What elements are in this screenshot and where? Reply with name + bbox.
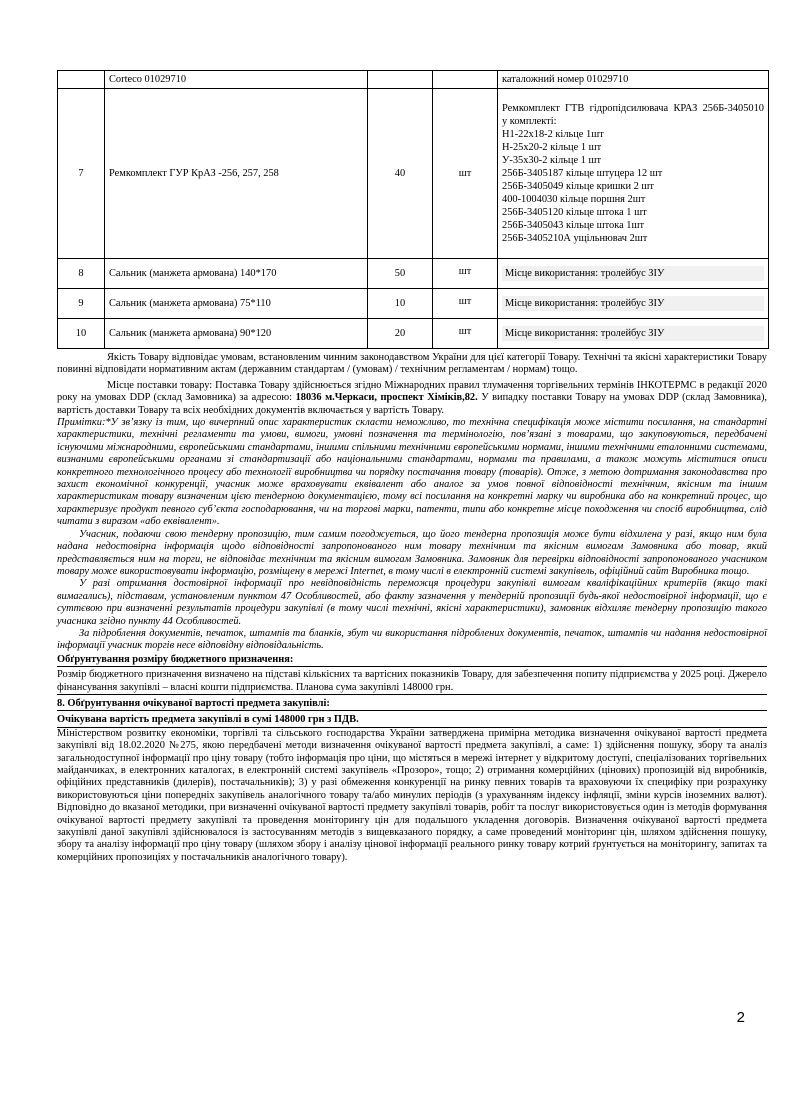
kit-line: 256Б-3405049 кільце кришки 2 шт — [502, 181, 654, 192]
section-8-subheading: Очікувана вартість предмета закупівлі в сумі 148000 грн з ПДВ. — [57, 712, 767, 727]
row-number-cell: 7 — [58, 89, 105, 259]
kit-line: 256Б-3405043 кільце штока 1шт — [502, 220, 645, 231]
unit-cell: шт — [433, 259, 498, 289]
budget-paragraph: Розмір бюджетного призначення визначено на підставі кількісних та вартісних показників Товару, для забезпечення попиту підприємства у 2025 році. Джерело фінансування закупівлі – власні кошти підприємства. Планова сума закупівлі 148000 грн. — [57, 667, 767, 695]
quantity-cell — [368, 71, 433, 89]
delivery-text: Місце поставки товару: Поставка Товару здійснюється згідно Міжнародних правил тлумачення торгівельних термінів ІНКОТЕРМС в редакції 2020 року на умовах DDP (склад Замовника) за адресою: — [57, 379, 767, 404]
kit-line: Н-25х20-2 кільце 1 шт — [502, 142, 602, 153]
table-row — [58, 89, 769, 259]
kit-line: 256Б-3405210А ущільнювач 2шт — [502, 233, 648, 244]
description-cell — [498, 259, 769, 289]
note-paragraph: Примітки:*У зв’язку із тим, що вичерпний опис характеристик скласти неможливо, то технічна специфікація може містити посилання, на стандартні характеристики, технічні регламенти та умови, вимоги, умовні позначення та термінологію, пов’язані з товарами, що закуповуються, передбачені існуючими міжнародними, європейськими стандартами, іншими спільними технічними європейськими нормами, іншими технічними еталонними системами, визнаними європейськими органами зі стандартизації або національними стандартами, нормами та правилами, а також можуть міститися описи конкретного технологічного процесу або технології виробництва чи порядку постачання товару (товарів). Отже, з метою дотримання законодавства про захист економічної конкуренції, учасник може враховувати еквівалент або аналог за умов повної відповідності технічним, якісним та іншим характеристикам товару визначеним цією тендерною документацією, тому всі посилання на конкретні марку чи виробника або на конкретний процес, що характеризує продукт певного суб’єкта господарювання, чи на торгові марки, патенти, типи або конкретне місце походження чи спосіб виробництва, слід читати з виразом «або еквівалент». — [57, 417, 767, 528]
kit-line: У-35х30-2 кільце 1 шт — [502, 155, 602, 166]
usage-place: Місце використання: тролейбус ЗІУ — [502, 296, 764, 311]
item-name-cell: Сальник (манжета армована) 90*120 — [105, 319, 368, 349]
usage-place: Місце використання: тролейбус ЗІУ — [502, 266, 764, 281]
note-paragraph: У разі отримання достовірної інформації про невідповідність переможця процедури закупівлі вимогам кваліфікаційних критеріїв (якщо такі вимагались), підставам, установленим пунктом 47 Особливостей, або факту зазначення у тендерній пропозиції будь-якої недостовірної інформації, що є суттєвою при визначенні результатів процедури закупівлі (в тому числі технічні, якісні характеристики), замовник відхиляє тендерну пропозицію такого учасника згідно пункту 44 Особливостей. — [57, 578, 767, 627]
unit-cell: шт — [433, 89, 498, 259]
document-page — [57, 70, 767, 864]
kit-line: 256Б-3405187 кільце штуцера 12 шт — [502, 168, 663, 179]
description-cell — [498, 289, 769, 319]
delivery-paragraph — [57, 380, 767, 417]
usage-place: Місце використання: тролейбус ЗІУ — [502, 326, 764, 341]
kit-line: у комплекті: — [502, 116, 557, 127]
budget-heading: Обґрунтування розміру бюджетного призначення: — [57, 654, 767, 667]
specification-table — [57, 70, 769, 349]
body-text — [57, 352, 767, 864]
quantity-cell: 50 — [368, 259, 433, 289]
row-number-cell — [58, 71, 105, 89]
kit-line: Н1-22х18-2 кільце 1шт — [502, 129, 604, 140]
quantity-cell: 10 — [368, 289, 433, 319]
row-number-cell: 10 — [58, 319, 105, 349]
table-row — [58, 71, 769, 89]
kit-title: Ремкомплект ГТВ гідропідсилювача КРАЗ 256Б-3405010 — [502, 103, 764, 114]
section-8-heading: 8. Обґрунтування очікуваної вартості предмета закупівлі: — [57, 696, 767, 711]
table-row — [58, 259, 769, 289]
row-number-cell: 8 — [58, 259, 105, 289]
section-8-paragraph: Міністерством розвитку економіки, торгівлі та сільського господарства України затверджена примірна методика визначення очікуваної вартості предмета закупівлі від 18.02.2020 №275, якою передбачені методи визначення очікуваної вартості предмета закупівлі, а саме: 1) здійснення пошуку, збору та аналіз загальнодоступної інформації про ціну товару (тобто інформація про ціни, що містяться в мережі інтернет у відкритому доступі, спеціалізованих торгівельних майданчиках, в електронних каталогах, в електронній системі закупівель «Прозоро», тощо; 2) отримання комерційних (цінових) пропозицій від виробників, офіційних представників (дилерів), постачальників); 3) у разі обмеження конкуренції на ринку певних товарів та враховуючи їх специфіку при розрахунку використовуються ціни попередніх закупівель аналогічного товару та/або минулих періодів (з урахуванням індексу інфляції, зміни курсів іноземних валют). Відповідно до вказаної методики, при визначенні очікуваної вартості предмету закупівлі товарів, робіт та послуг використовується один із методів формування очікуваної вартості предмету закупівлі та проведення моніторингу цін для подальшого укладення договорів. Визначення очікуваної вартості предмета закупівлі даної закупівлі здійснювалося із застосуванням методів з вищевказаного порядку, а саме проведений моніторинг цін, шляхом здійснення пошуку, збору та аналізу інформації про ціну товару (шляхом збору і аналізу цінової інформації реального ринку товару котрий ґрунтується на моніторингу, запитах та комерційних пропозиціях у постачальників аналогічного товару). — [57, 727, 767, 863]
description-cell: каталожний номер 01029710 — [498, 71, 769, 89]
unit-cell: шт — [433, 289, 498, 319]
item-name-cell: Сальник (манжета армована) 75*110 — [105, 289, 368, 319]
quality-paragraph: Якість Товару відповідає умовам, встановленим чинним законодавством України для цієї категорії Товару. Технічні та якісні характеристики Товару повинні відповідати нормативним актам (державним стандартам / (умовам) / технічним регламентам / нормам) тощо. — [57, 352, 767, 376]
description-cell — [498, 89, 769, 259]
item-name-cell: Сальник (манжета армована) 140*170 — [105, 259, 368, 289]
kit-line: 256Б-3405120 кільце штока 1 шт — [502, 207, 647, 218]
item-name-cell: Ремкомплект ГУР КрАЗ -256, 257, 258 — [105, 89, 368, 259]
quantity-cell: 20 — [368, 319, 433, 349]
table-row — [58, 319, 769, 349]
kit-line: 400-1004030 кільце поршня 2шт — [502, 194, 646, 205]
page-number: 2 — [736, 1009, 745, 1026]
note-paragraph: За підроблення документів, печаток, штампів та бланків, збут чи використання підроблених документів, печаток, штампів чи надання недостовірної інформації учасник торгів несе відповідну відповідальність. — [57, 627, 767, 652]
unit-cell — [433, 71, 498, 89]
row-number-cell: 9 — [58, 289, 105, 319]
table-row — [58, 289, 769, 319]
delivery-address: 18036 м.Черкаси, проспект Хіміків,82. — [295, 392, 478, 404]
quantity-cell: 40 — [368, 89, 433, 259]
delivery-text-2: У випадку поставки Товару на умовах DDP (склад Замовника), вартість доставки Товару та всіх необхідних документів включається у вартість Товару. — [57, 392, 767, 416]
note-paragraph: Учасник, подаючи свою тендерну пропозицію, тим самим погоджується, що його тендерна пропозиція може бути відхилена у разі, якщо ним була надана недостовірна інформація щодо відповідності запропонованого ним товару технічним та якісним вимогам Замовника або товар, який представляється ним на торги, не відповідає технічним та якісним вимогам Замовника. Замовник для перевірки відповідності запропонованого учасником товару може використовувати інформацію, розміщену в мережі Internet, в тому числі в електронній системі закупівель, офіційний сайт Виробника тощо. — [57, 528, 767, 577]
description-cell — [498, 319, 769, 349]
unit-cell: шт — [433, 319, 498, 349]
item-name-cell: Corteco 01029710 — [105, 71, 368, 89]
